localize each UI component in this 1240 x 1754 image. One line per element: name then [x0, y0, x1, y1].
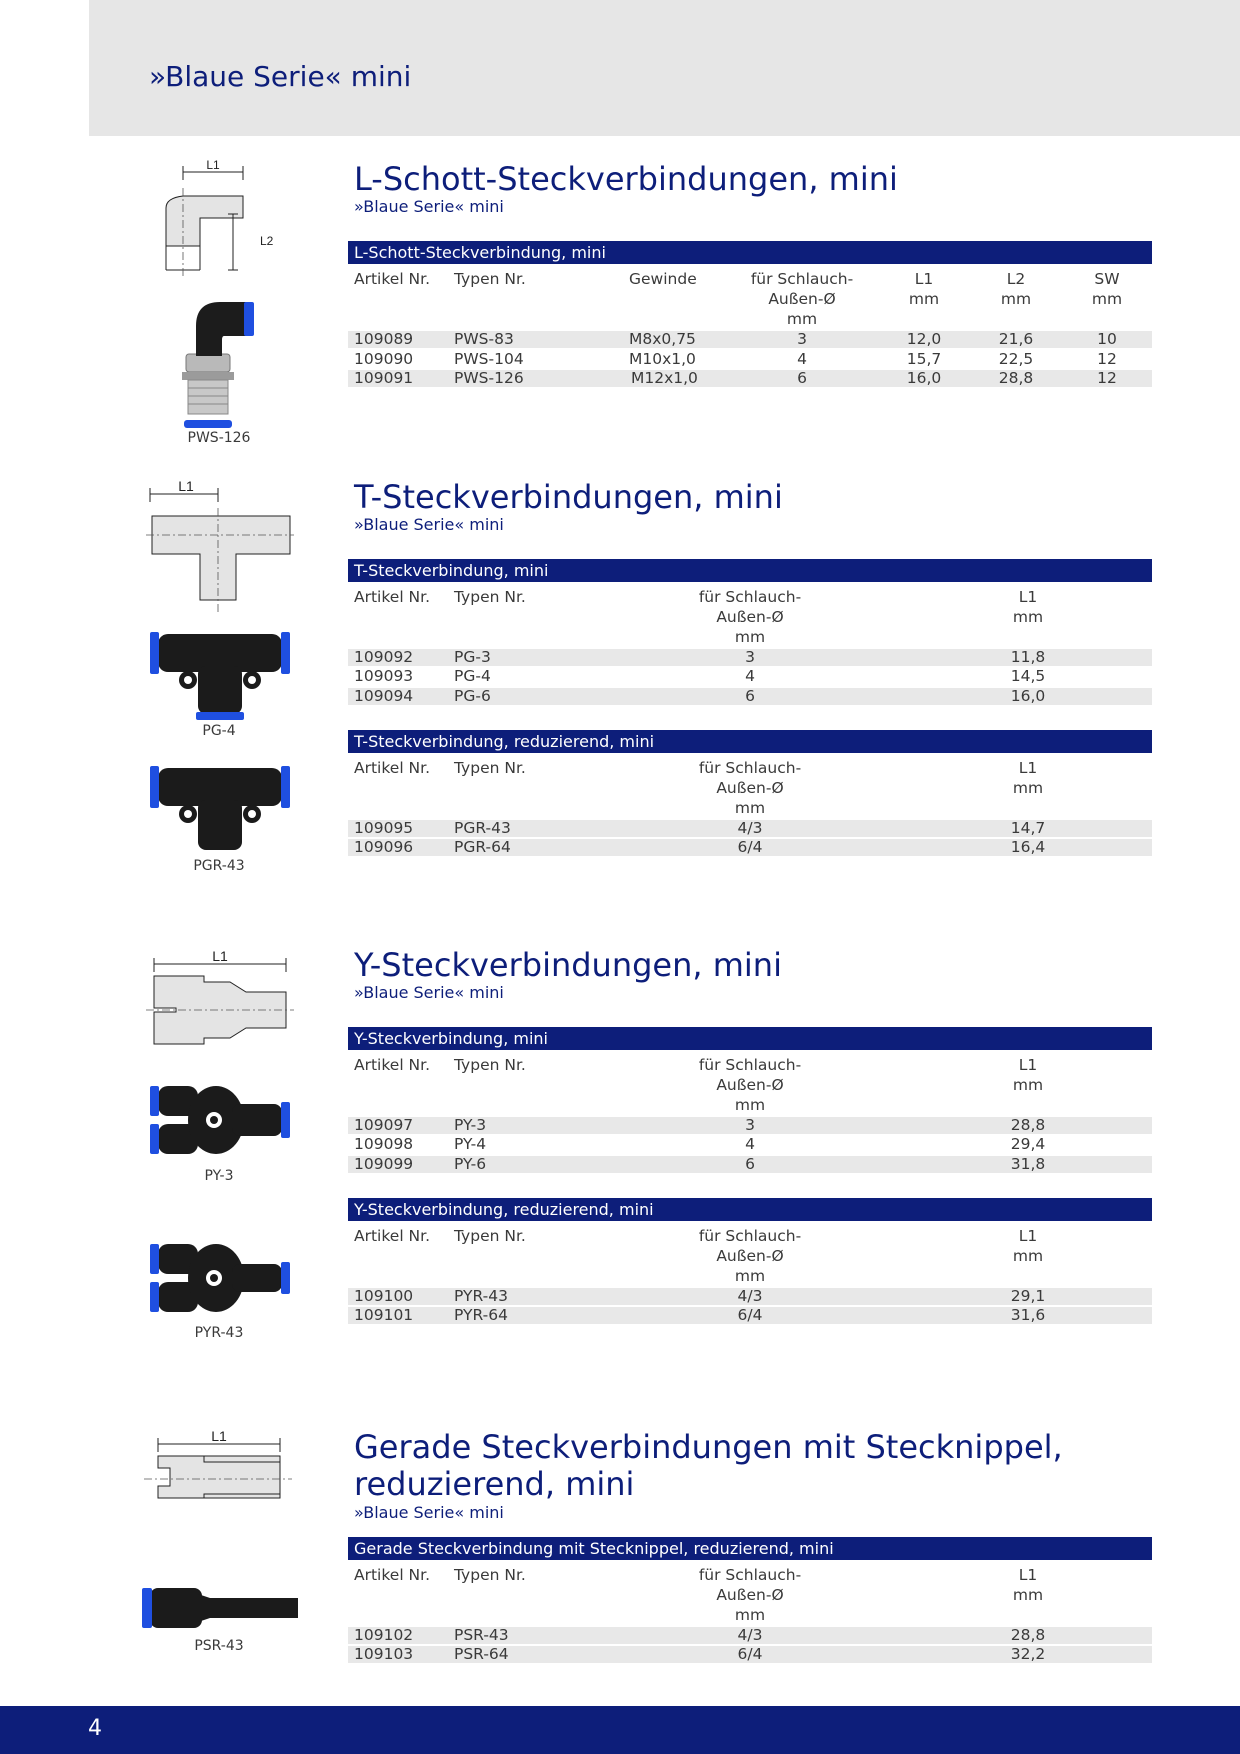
table-cell: PG-3 — [454, 648, 491, 666]
product-label: PY-3 — [204, 1168, 234, 1184]
column-header: Gewinde — [629, 270, 697, 288]
straight-nipple-dimension-drawing — [144, 1430, 292, 1502]
table-cell: 6 — [745, 687, 755, 705]
table-cell: 28,8 — [1010, 1626, 1046, 1644]
table-cell: 16,4 — [1010, 838, 1046, 856]
table-cell: M8x0,75 — [629, 330, 696, 348]
drawing-dimension-l1: L1 — [178, 478, 194, 494]
column-header: Artikel Nr. — [354, 759, 431, 777]
section-title-l-schott: L-Schott-Steckverbindungen, mini — [354, 160, 898, 198]
column-header: mm — [734, 628, 766, 646]
column-header: Artikel Nr. — [354, 1227, 431, 1245]
table-cell: 109097 — [354, 1116, 414, 1134]
section-title-straight-line-2: reduzierend, mini — [354, 1465, 635, 1503]
table-cell: 12 — [1097, 350, 1117, 368]
table-cell: 6 — [745, 1155, 755, 1173]
table-cell: 3 — [745, 1116, 755, 1134]
table-cell: 28,8 — [998, 369, 1034, 387]
column-header: für Schlauch- — [698, 759, 802, 777]
section-subtitle: »Blaue Serie« mini — [354, 197, 504, 216]
column-header: Artikel Nr. — [354, 1056, 431, 1074]
table-cell: 4/3 — [737, 1287, 763, 1305]
column-header: mm — [1012, 1586, 1044, 1604]
column-header: Artikel Nr. — [354, 1566, 431, 1584]
drawing-dimension-l1: L1 — [206, 158, 220, 172]
section-title-straight-line-1: Gerade Steckverbindungen mit Stecknippel, — [354, 1428, 1063, 1466]
table-cell: 29,4 — [1010, 1135, 1046, 1153]
column-header: für Schlauch- — [698, 1056, 802, 1074]
drawing-dimension-l1: L1 — [211, 1430, 227, 1444]
drawing-dimension-l1: L1 — [212, 948, 228, 964]
table-cell: 14,7 — [1010, 819, 1046, 837]
table-cell: PY-3 — [454, 1116, 487, 1134]
product-label: PG-4 — [202, 723, 236, 739]
table-cell: 109090 — [354, 350, 414, 368]
table-cell: 109091 — [354, 369, 414, 387]
t-fitting-dimension-drawing — [146, 478, 294, 612]
section-title-y: Y-Steckverbindungen, mini — [354, 946, 782, 984]
column-header: mm — [734, 799, 766, 817]
page-title: »Blaue Serie« mini — [149, 60, 412, 93]
table-cell: 14,5 — [1010, 667, 1046, 685]
table-heading: Y-Steckverbindung, mini — [348, 1027, 1152, 1050]
table-heading: L-Schott-Steckverbindung, mini — [348, 241, 1152, 264]
column-header: L1 — [1018, 1566, 1038, 1584]
column-header: Außen-Ø — [716, 1247, 784, 1265]
column-header: für Schlauch- — [698, 1566, 802, 1584]
table-heading: T-Steckverbindung, mini — [348, 559, 1152, 582]
column-header: Außen-Ø — [716, 1586, 784, 1604]
t-fitting-photo-pg4 — [148, 626, 292, 722]
table-cell: 109092 — [354, 648, 414, 666]
column-header: L1 — [1018, 759, 1038, 777]
page-number: 4 — [88, 1716, 102, 1741]
section-title-t: T-Steckverbindungen, mini — [354, 478, 783, 516]
column-header: Typen Nr. — [454, 1566, 526, 1584]
table-cell: 109100 — [354, 1287, 414, 1305]
drawing-dimension-l2: L2 — [260, 234, 274, 248]
section-subtitle: »Blaue Serie« mini — [354, 983, 504, 1002]
y-fitting-dimension-drawing — [146, 948, 294, 1050]
product-label: PGR-43 — [193, 858, 245, 874]
table-cell: 6/4 — [737, 1645, 763, 1663]
table-cell: 21,6 — [998, 330, 1034, 348]
table-cell: 4/3 — [737, 1626, 763, 1644]
table-cell: 4 — [797, 350, 807, 368]
table-cell: 109094 — [354, 687, 414, 705]
column-header: für Schlauch- — [750, 270, 854, 288]
table-cell: PWS-83 — [454, 330, 514, 348]
table-cell: 16,0 — [906, 369, 942, 387]
table-cell: 6/4 — [737, 1306, 763, 1324]
column-header: mm — [734, 1606, 766, 1624]
table-cell: 6 — [797, 369, 807, 387]
table-cell: 6/4 — [737, 838, 763, 856]
table-cell: 4 — [745, 1135, 755, 1153]
table-cell: 12 — [1097, 369, 1117, 387]
table-cell: PG-4 — [454, 667, 491, 685]
column-header: L1 — [1018, 1056, 1038, 1074]
column-header: L2 — [1006, 270, 1026, 288]
table-cell: 109093 — [354, 667, 414, 685]
table-cell: PWS-126 — [454, 369, 524, 387]
table-cell: 31,6 — [1010, 1306, 1046, 1324]
table-cell: 31,8 — [1010, 1155, 1046, 1173]
l-schott-dimension-drawing — [148, 158, 288, 276]
column-header: mm — [734, 1267, 766, 1285]
table-cell: 109102 — [354, 1626, 414, 1644]
table-cell: 29,1 — [1010, 1287, 1046, 1305]
table-cell: 109089 — [354, 330, 414, 348]
table-cell: 3 — [745, 648, 755, 666]
table-cell: PYR-43 — [454, 1287, 508, 1305]
column-header: für Schlauch- — [698, 1227, 802, 1245]
table-cell: 22,5 — [998, 350, 1034, 368]
table-cell: PGR-64 — [454, 838, 511, 856]
y-fitting-photo-py3 — [148, 1082, 292, 1162]
column-header: Außen-Ø — [768, 290, 836, 308]
column-header: L1 — [1018, 1227, 1038, 1245]
table-cell: 12,0 — [906, 330, 942, 348]
table-cell: 109101 — [354, 1306, 414, 1324]
table-cell: 10 — [1097, 330, 1117, 348]
table-cell: 16,0 — [1010, 687, 1046, 705]
column-header: Außen-Ø — [716, 1076, 784, 1094]
table-cell: 109098 — [354, 1135, 414, 1153]
y-fitting-photo-pyr43 — [148, 1240, 292, 1320]
column-header: mm — [734, 1096, 766, 1114]
table-cell: 4/3 — [737, 819, 763, 837]
table-cell: 109099 — [354, 1155, 414, 1173]
table-cell: 11,8 — [1010, 648, 1046, 666]
straight-nipple-photo-psr43 — [140, 1584, 300, 1632]
column-header: mm — [908, 290, 940, 308]
table-cell: PY-4 — [454, 1135, 487, 1153]
table-cell: 109095 — [354, 819, 414, 837]
table-cell: PSR-64 — [454, 1645, 509, 1663]
column-header: Artikel Nr. — [354, 588, 431, 606]
column-header: mm — [1012, 608, 1044, 626]
column-header: mm — [786, 310, 818, 328]
table-cell: PY-6 — [454, 1155, 487, 1173]
table-heading: Gerade Steckverbindung mit Stecknippel, reduzierend, mini — [348, 1537, 1152, 1560]
column-header: L1 — [914, 270, 934, 288]
table-cell: PGR-43 — [454, 819, 511, 837]
table-cell: 109103 — [354, 1645, 414, 1663]
table-cell: PYR-64 — [454, 1306, 508, 1324]
t-fitting-photo-pgr43 — [148, 762, 292, 858]
column-header: mm — [1012, 779, 1044, 797]
table-heading: Y-Steckverbindung, reduzierend, mini — [348, 1198, 1152, 1221]
l-schott-fitting-photo — [166, 296, 276, 432]
table-cell: M10x1,0 — [629, 350, 696, 368]
column-header: Typen Nr. — [454, 1056, 526, 1074]
table-cell: M12x1,0 — [631, 369, 698, 387]
column-header: SW — [1094, 270, 1120, 288]
table-cell: PWS-104 — [454, 350, 524, 368]
table-heading: T-Steckverbindung, reduzierend, mini — [348, 730, 1152, 753]
product-label: PWS-126 — [187, 430, 251, 446]
column-header: mm — [1012, 1247, 1044, 1265]
column-header: Außen-Ø — [716, 779, 784, 797]
product-label: PYR-43 — [194, 1325, 244, 1341]
table-cell: 4 — [745, 667, 755, 685]
column-header: mm — [1000, 290, 1032, 308]
table-cell: 109096 — [354, 838, 414, 856]
column-header: für Schlauch- — [698, 588, 802, 606]
column-header: Typen Nr. — [454, 1227, 526, 1245]
table-cell: 32,2 — [1010, 1645, 1046, 1663]
column-header: Typen Nr. — [454, 759, 526, 777]
table-cell: PSR-43 — [454, 1626, 509, 1644]
page-footer-band — [0, 1706, 1240, 1754]
column-header: mm — [1091, 290, 1123, 308]
section-subtitle: »Blaue Serie« mini — [354, 1503, 504, 1522]
product-label: PSR-43 — [194, 1638, 244, 1654]
column-header: L1 — [1018, 588, 1038, 606]
table-cell: 15,7 — [906, 350, 942, 368]
column-header: Artikel Nr. — [354, 270, 431, 288]
column-header: mm — [1012, 1076, 1044, 1094]
table-cell: PG-6 — [454, 687, 491, 705]
column-header: Außen-Ø — [716, 608, 784, 626]
column-header: Typen Nr. — [454, 270, 526, 288]
column-header: Typen Nr. — [454, 588, 526, 606]
table-cell: 3 — [797, 330, 807, 348]
section-subtitle: »Blaue Serie« mini — [354, 515, 504, 534]
table-cell: 28,8 — [1010, 1116, 1046, 1134]
